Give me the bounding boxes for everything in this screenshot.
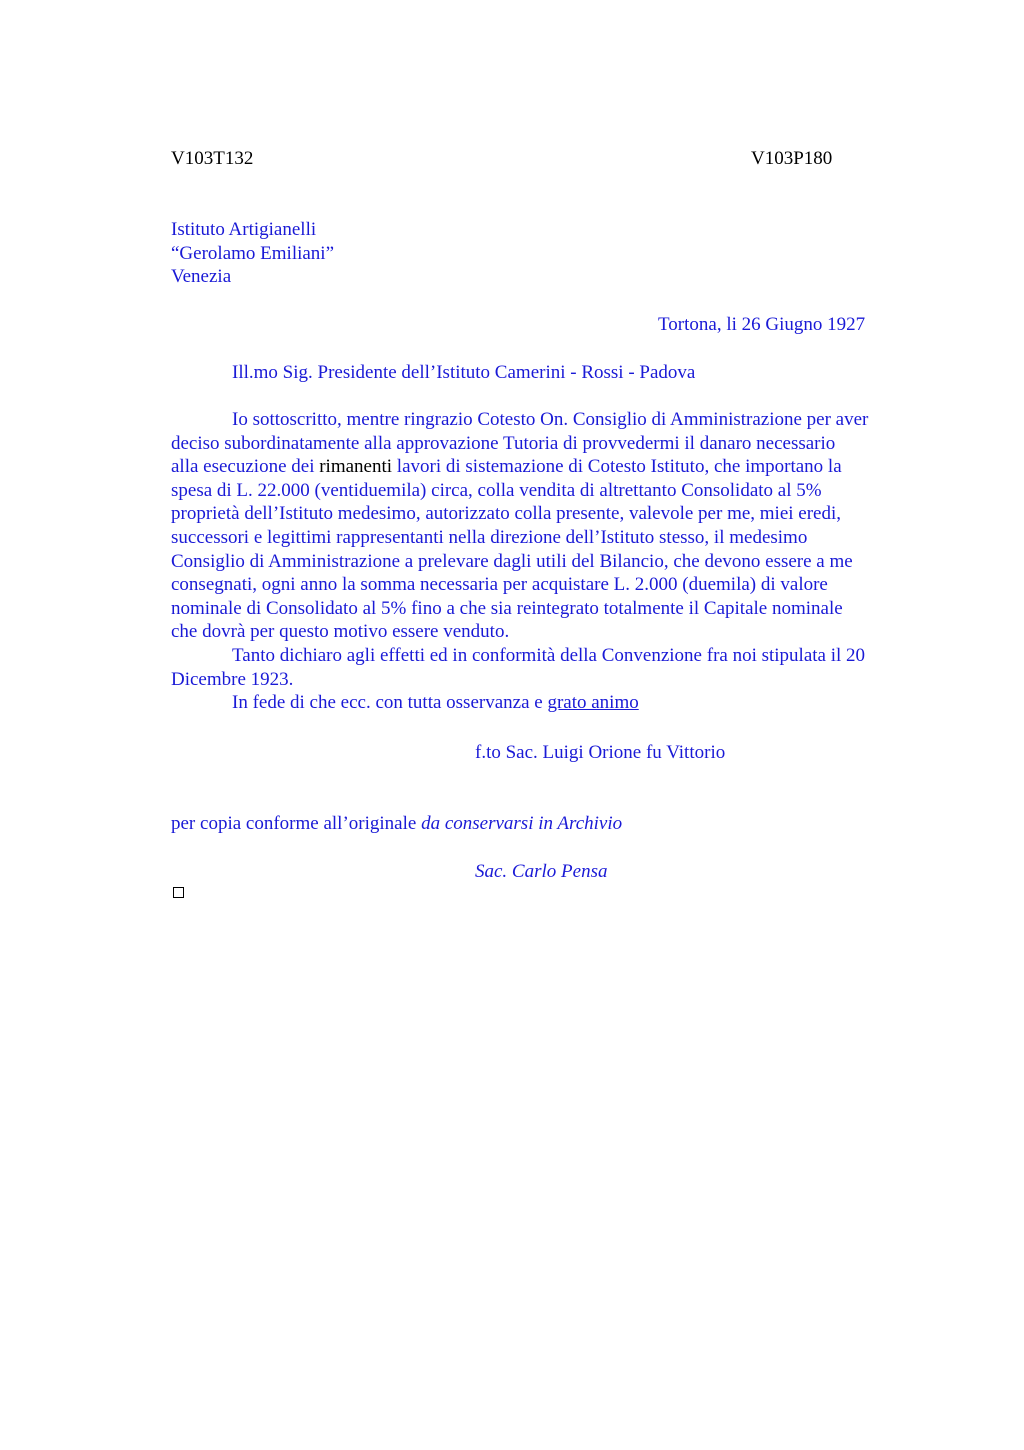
body-text-segment-black: rimanenti xyxy=(319,456,393,478)
body-line: nominale di Consolidato al 5% fino a che sia reintegrato totalmente il Capitale nominale xyxy=(171,597,843,619)
body-line: consegnati, ogni anno la somma necessaria per acquistare L. 2.000 (duemila) di valore xyxy=(171,574,828,596)
copy-note-text: per copia conforme all’originale xyxy=(171,813,422,834)
body-text-segment: In fede di che ecc. con tutta osservanza e xyxy=(232,692,548,714)
body-line: proprietà dell’Istituto medesimo, autorizzato colla presente, valevole per me, miei eredi, xyxy=(171,503,842,525)
address-block xyxy=(171,218,334,289)
address-line-city: Venezia xyxy=(171,266,232,288)
address-line-institute: Istituto Artigianelli xyxy=(171,219,317,240)
certifier-name-text: Sac. Carlo Pensa xyxy=(475,861,608,882)
address-line-name: “Gerolamo Emiliani” xyxy=(171,242,335,264)
checkbox-icon xyxy=(173,887,184,898)
copy-conformity-note xyxy=(171,812,622,836)
underlined-phrase: grato animo xyxy=(547,692,639,714)
signature-line: f.to Sac. Luigi Orione fu Vittorio xyxy=(475,742,726,763)
reference-code-left: V103T132 xyxy=(171,148,254,169)
body-line: che dovrà per questo motivo essere venduto. xyxy=(171,621,510,643)
body-line: deciso subordinatamente alla approvazione Tutoria di provvedermi il danaro necessario xyxy=(171,432,836,454)
body-line: Consiglio di Amministrazione a prelevare dagli utili del Bilancio, che devono essere a me xyxy=(171,550,853,572)
body-text-segment: alla esecuzione dei xyxy=(171,456,320,478)
reference-code-right: V103P180 xyxy=(751,148,833,169)
copy-note-italic: da conservarsi in Archivio xyxy=(421,813,623,834)
body-line: spesa di L. 22.000 (ventiduemila) circa, colla vendita di altrettanto Consolidato al 5% xyxy=(171,479,822,501)
body-line: Io sottoscritto, mentre ringrazio Cotesto On. Consiglio di Amministrazione per aver xyxy=(232,409,869,430)
body-text-segment: lavori di sistemazione di Cotesto Istituto, che importano la xyxy=(392,456,842,478)
letter-date: Tortona, li 26 Giugno 1927 xyxy=(658,314,866,335)
salutation: Ill.mo Sig. Presidente dell’Istituto Camerini - Rossi - Padova xyxy=(232,362,696,383)
body-line: successori e legittimi rappresentanti nella direzione dell’Istituto stesso, il medesimo xyxy=(171,526,808,548)
body-line xyxy=(171,691,931,715)
body-line: Tanto dichiaro agli effetti ed in conformità della Convenzione fra noi stipulata il 20 xyxy=(232,644,866,666)
body-line xyxy=(171,455,931,479)
certifier-name xyxy=(475,860,607,884)
body-line: Dicembre 1923. xyxy=(171,668,294,690)
letter-body xyxy=(171,408,931,715)
